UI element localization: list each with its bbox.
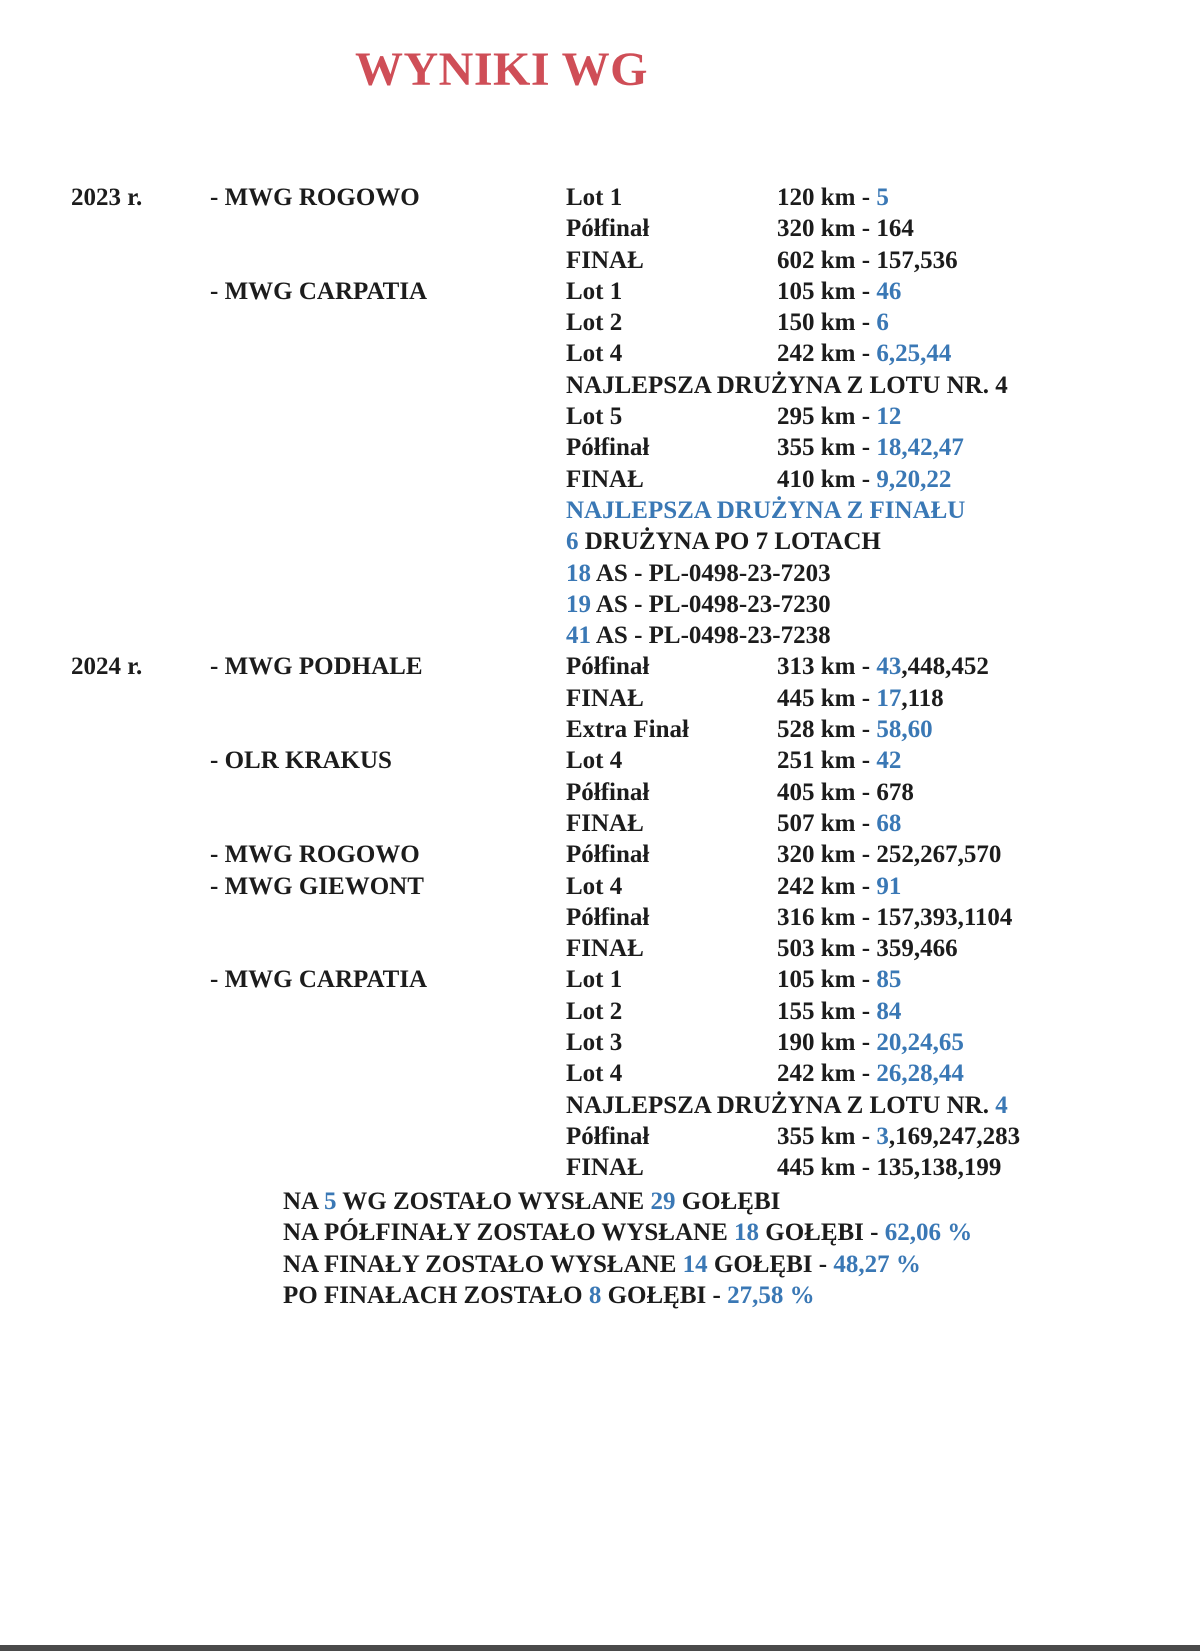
race-name: Lot 3	[566, 1029, 623, 1057]
highlight-number: 91	[876, 872, 902, 900]
result-row	[0, 526, 1200, 557]
text-segment: ,169,247,283	[888, 1122, 1021, 1150]
result-row	[0, 808, 1200, 839]
distance: 355 km -	[777, 1122, 877, 1150]
distance-result	[777, 401, 901, 432]
text-segment: NA	[283, 1188, 324, 1215]
distance-result	[777, 777, 914, 808]
year-label: 2024 r.	[71, 653, 143, 681]
club-name: - MWG GIEWONT	[210, 872, 424, 900]
distance: 251 km -	[777, 747, 877, 775]
summary-block	[283, 1186, 972, 1311]
distance-result	[777, 714, 933, 745]
distance-result	[777, 964, 901, 995]
result-row	[0, 589, 1200, 620]
race-name: Lot 1	[566, 184, 623, 211]
race-name: FINAŁ	[566, 809, 644, 837]
distance-result	[777, 683, 944, 714]
distance-result	[777, 996, 901, 1027]
highlight-number: NAJLEPSZA DRUŻYNA Z FINAŁU	[566, 496, 966, 524]
text-segment: 678	[876, 778, 914, 806]
race-name: FINAŁ	[566, 465, 644, 493]
highlight-number: 68	[876, 809, 902, 837]
highlight-number: 5	[876, 184, 889, 211]
result-row	[0, 1058, 1200, 1089]
distance: 355 km -	[777, 434, 877, 462]
race-name: Extra Finał	[566, 716, 689, 744]
distance: 316 km -	[777, 903, 877, 931]
result-row	[0, 902, 1200, 933]
text-segment: AS - PL-0498-23-7203	[591, 559, 831, 587]
note-line	[566, 370, 1008, 401]
result-row	[0, 276, 1200, 307]
result-row	[0, 651, 1200, 682]
result-row	[0, 1027, 1200, 1058]
result-row	[0, 213, 1200, 244]
text-segment: GOŁĘBI	[675, 1188, 781, 1215]
result-row	[0, 620, 1200, 651]
distance-result	[777, 902, 1012, 933]
distance: 105 km -	[777, 277, 877, 305]
race-name: Lot 4	[566, 340, 623, 368]
page-title: WYNIKI WG	[355, 43, 648, 96]
distance: 150 km -	[777, 309, 877, 337]
text-segment: GOŁĘBI -	[759, 1219, 885, 1247]
distance: 242 km -	[777, 340, 877, 368]
distance-result	[777, 745, 901, 776]
result-row	[0, 871, 1200, 902]
text-segment: WG ZOSTAŁO WYSŁANE	[336, 1188, 651, 1215]
distance-result	[777, 651, 989, 682]
race-name: Lot 2	[566, 309, 623, 337]
highlight-number: 18,42,47	[876, 434, 964, 462]
text-segment: GOŁĘBI -	[601, 1281, 728, 1309]
result-row	[0, 1121, 1200, 1152]
text-segment: 157,536	[876, 246, 958, 274]
highlight-number: 62,06 %	[884, 1219, 973, 1247]
club-name: - MWG PODHALE	[210, 653, 423, 681]
distance: 320 km -	[777, 841, 877, 869]
result-row	[0, 1152, 1200, 1183]
race-name: FINAŁ	[566, 246, 644, 274]
club-name: - MWG CARPATIA	[210, 277, 428, 305]
distance-result	[777, 432, 964, 463]
highlight-number: 26,28,44	[876, 1060, 964, 1088]
highlight-number: 41	[566, 622, 591, 650]
highlight-number: 14	[682, 1250, 708, 1278]
result-row	[0, 370, 1200, 401]
distance-result	[777, 276, 901, 307]
highlight-number: 4	[995, 1091, 1008, 1119]
highlight-number: 27,58 %	[727, 1281, 815, 1309]
distance: 155 km -	[777, 997, 877, 1025]
text-segment: AS - PL-0498-23-7238	[591, 622, 831, 650]
distance-result	[777, 871, 901, 902]
distance: 295 km -	[777, 403, 877, 431]
text-segment: NA PÓŁFINAŁY ZOSTAŁO WYSŁANE	[283, 1219, 735, 1247]
text-segment: 135,138,199	[876, 1154, 1002, 1182]
race-name: Półfinał	[566, 841, 650, 869]
race-name: FINAŁ	[566, 1154, 644, 1182]
distance: 410 km -	[777, 465, 877, 493]
highlight-number: 20,24,65	[876, 1029, 964, 1057]
result-row	[0, 683, 1200, 714]
distance-result	[777, 182, 889, 213]
result-row	[0, 933, 1200, 964]
text-segment: GOŁĘBI -	[707, 1250, 834, 1278]
result-row	[0, 714, 1200, 745]
note-line	[566, 1090, 1008, 1121]
text-segment: PO FINAŁACH ZOSTAŁO	[283, 1281, 589, 1309]
race-name: Półfinał	[566, 1122, 650, 1150]
distance-result	[777, 808, 901, 839]
distance: 503 km -	[777, 935, 877, 963]
distance-result	[777, 245, 958, 276]
highlight-number: 6,25,44	[876, 340, 952, 368]
text-segment: 164	[876, 215, 914, 243]
distance: 445 km -	[777, 684, 877, 712]
distance-result	[777, 1152, 1001, 1183]
summary-line	[283, 1280, 972, 1311]
race-name: Półfinał	[566, 434, 650, 462]
distance-result	[777, 1058, 964, 1089]
distance: 320 km -	[777, 215, 877, 243]
race-name: Lot 4	[566, 1060, 623, 1088]
result-row	[0, 432, 1200, 463]
club-name: - OLR KRAKUS	[210, 747, 392, 775]
distance: 445 km -	[777, 1154, 877, 1182]
race-name: Lot 4	[566, 747, 623, 775]
note-line	[566, 620, 831, 651]
text-segment: ,118	[901, 684, 944, 712]
text-segment: 252,267,570	[876, 841, 1002, 869]
note-line	[566, 495, 965, 526]
distance: 105 km -	[777, 966, 877, 994]
result-row	[0, 777, 1200, 808]
race-name: Półfinał	[566, 215, 650, 243]
highlight-number: 17	[876, 684, 902, 712]
distance: 602 km -	[777, 246, 877, 274]
result-row	[0, 996, 1200, 1027]
text-segment: DRUŻYNA PO 7 LOTACH	[578, 528, 881, 556]
scan-edge-divider	[0, 1645, 1200, 1651]
race-name: Półfinał	[566, 653, 650, 681]
note-line	[566, 558, 831, 589]
distance-result	[777, 1121, 1020, 1152]
highlight-number: 84	[876, 997, 902, 1025]
distance: 120 km -	[777, 184, 877, 211]
note-line	[566, 526, 881, 557]
race-name: Półfinał	[566, 778, 650, 806]
highlight-number: 6	[876, 309, 889, 337]
distance: 507 km -	[777, 809, 877, 837]
highlight-number: 12	[876, 403, 902, 431]
highlight-number: 19	[566, 590, 591, 618]
distance-result	[777, 307, 889, 338]
distance: 313 km -	[777, 653, 877, 681]
result-row	[0, 464, 1200, 495]
distance: 405 km -	[777, 778, 877, 806]
distance-result	[777, 933, 958, 964]
race-name: Lot 2	[566, 997, 623, 1025]
highlight-number: 6	[566, 528, 579, 556]
text-segment: 157,393,1104	[876, 903, 1013, 931]
result-row	[0, 1090, 1200, 1121]
distance: 528 km -	[777, 716, 877, 744]
highlight-number: 3	[876, 1122, 889, 1150]
distance: 242 km -	[777, 872, 877, 900]
text-segment: NAJLEPSZA DRUŻYNA Z LOTU NR. 4	[566, 371, 1008, 399]
text-segment: NA FINAŁY ZOSTAŁO WYSŁANE	[283, 1250, 683, 1278]
note-line	[566, 589, 831, 620]
club-name: - MWG CARPATIA	[210, 966, 428, 994]
highlight-number: 9,20,22	[876, 465, 952, 493]
highlight-number: 5	[323, 1188, 337, 1215]
result-row	[0, 839, 1200, 870]
highlight-number: 42	[876, 747, 902, 775]
highlight-number: 29	[650, 1188, 676, 1215]
race-name: Lot 4	[566, 872, 623, 900]
summary-line	[283, 1217, 972, 1248]
club-name: - MWG ROGOWO	[210, 839, 420, 870]
text-segment: 359,466	[876, 935, 958, 963]
summary-line	[283, 1249, 972, 1280]
highlight-number: 85	[876, 966, 902, 994]
result-row	[0, 745, 1200, 776]
highlight-number: 58,60	[876, 716, 933, 744]
result-row	[0, 245, 1200, 276]
text-segment: AS - PL-0498-23-7230	[591, 590, 831, 618]
highlight-number: 18	[734, 1219, 760, 1247]
race-name: Lot 1	[566, 277, 623, 305]
result-row	[0, 182, 1200, 213]
result-row	[0, 964, 1200, 995]
distance: 242 km -	[777, 1060, 877, 1088]
year-label: 2023 r.	[71, 184, 143, 211]
result-row	[0, 495, 1200, 526]
distance: 190 km -	[777, 1029, 877, 1057]
race-name: Półfinał	[566, 903, 650, 931]
result-row	[0, 338, 1200, 369]
club-name: - MWG ROGOWO	[210, 184, 420, 211]
result-row	[0, 558, 1200, 589]
race-name: Lot 1	[566, 966, 623, 994]
highlight-number: 43	[876, 653, 902, 681]
highlight-number: 48,27 %	[833, 1250, 921, 1278]
distance-result	[777, 839, 1001, 870]
highlight-number: 8	[588, 1281, 602, 1309]
distance-result	[777, 464, 951, 495]
highlight-number: 18	[566, 559, 591, 587]
distance-result	[777, 338, 951, 369]
summary-line	[283, 1186, 972, 1217]
distance-result	[777, 213, 914, 244]
race-name: Lot 5	[566, 403, 623, 431]
text-segment: NAJLEPSZA DRUŻYNA Z LOTU NR.	[566, 1091, 996, 1119]
result-row	[0, 401, 1200, 432]
highlight-number: 46	[876, 277, 902, 305]
race-name: FINAŁ	[566, 935, 644, 963]
text-segment: ,448,452	[901, 653, 989, 681]
race-name: FINAŁ	[566, 684, 644, 712]
distance-result	[777, 1027, 964, 1058]
result-row	[0, 307, 1200, 338]
results-list	[0, 182, 1200, 1184]
